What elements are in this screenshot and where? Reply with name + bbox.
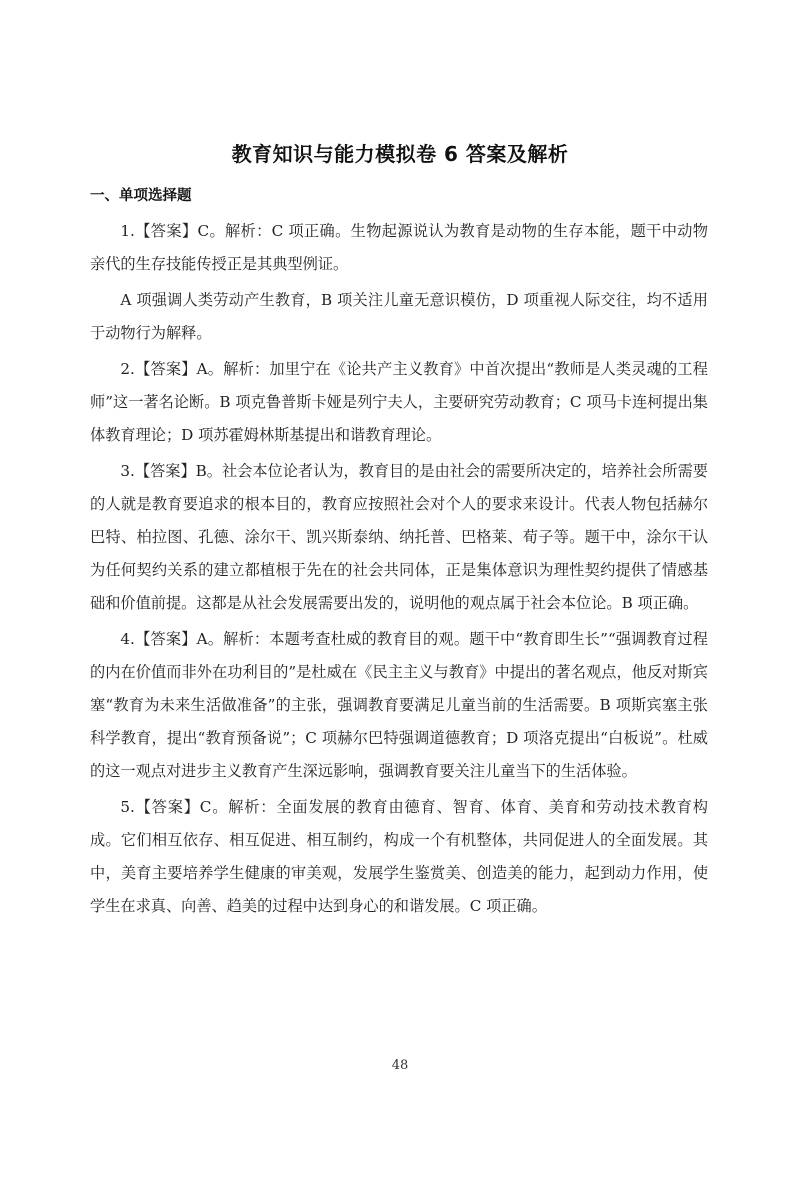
page-number: 48 [391, 1058, 409, 1073]
answer-content [90, 215, 708, 923]
answer-paragraph-3: 3.【答案】B。社会本位论者认为，教育目的是由社会的需要所决定的，培养社会所需要的人就是教育要追求的根本目的，教育应按照社会对个人的要求来设计。代表人物包括赫尔巴特、柏拉图、孔德、涂尔干、凯兴斯泰纳、纳托普、巴格莱、荀子等。题干中，涂尔干认为任何契约关系的建立都植根于先在的社会共同体，正是集体意识为理性契约提供了情感基础和价值前提。这都是从社会发展需要出发的，说明他的观点属于社会本位论。B 项正确。 [90, 462, 708, 612]
answer-paragraph-5: 5.【答案】C。解析：全面发展的教育由德育、智育、体育、美育和劳动技术教育构成。它们相互依存、相互促进、相互制约，构成一个有机整体，共同促进人的全面发展。其中，美育主要培养学生健康的审美观，发展学生鉴赏美、创造美的能力，起到动力作用，使学生在求真、向善、趋美的过程中达到身心的和谐发展。C 项正确。 [90, 798, 708, 915]
answer-paragraph-4: 4.【答案】A。解析：本题考查杜威的教育目的观。题干中“教育即生长”“强调教育过程的内在价值而非外在功利目的”是杜威在《民主主义与教育》中提出的著名观点，他反对斯宾塞“教育为未来生活做准备”的主张，强调教育要满足儿童当前的生活需要。B 项斯宾塞主张科学教育，提出“教育预备说”；C 项赫尔巴特强调道德教育；D 项洛克提出“白板说”。杜威的这一观点对进步主义教育产生深远影响，强调教育要关注儿童当下的生活体验。 [90, 630, 708, 780]
section-heading: 一、单项选择题 [90, 188, 192, 204]
page-title: 教育知识与能力模拟卷 6 答案及解析 [231, 142, 569, 166]
answer-paragraph-1-continued: A 项强调人类劳动产生教育，B 项关注儿童无意识模仿，D 项重视人际交往，均不适用于动物行为解释。 [90, 291, 708, 342]
answer-paragraph-2: 2.【答案】A。解析：加里宁在《论共产主义教育》中首次提出“教师是人类灵魂的工程师”这一著名论断。B 项克鲁普斯卡娅是列宁夫人，主要研究劳动教育；C 项马卡连柯提出集体教育理论；D 项苏霍姆林斯基提出和谐教育理论。 [90, 360, 708, 444]
answer-paragraph-1: 1.【答案】C。解析：C 项正确。生物起源说认为教育是动物的生存本能，题干中动物亲代的生存技能传授正是其典型例证。 [90, 222, 708, 273]
